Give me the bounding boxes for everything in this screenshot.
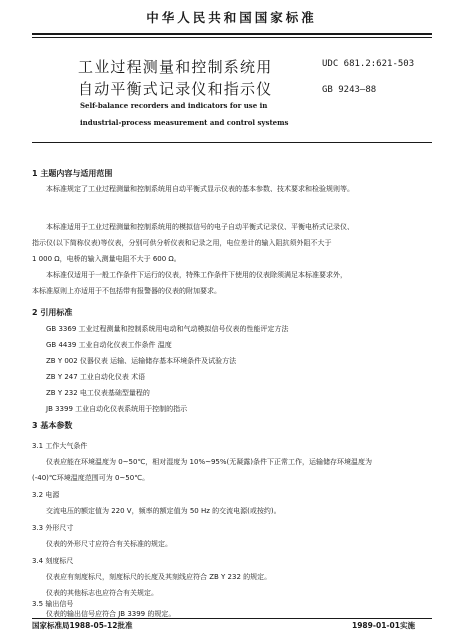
reference-item: GB 3369 工业过程测量和控制系统用电动和气动模拟信号仪表的性能评定方法 <box>46 325 289 333</box>
header-rule-thick <box>32 33 432 35</box>
clause-3-5-heading: 3.5 输出信号 <box>32 600 74 608</box>
title-rule <box>32 142 432 143</box>
clause-3-1-text: 仪表应能在环境温度为 0~50℃，相对湿度为 10%~95%(无凝露)条件下正常工作，运输储存环境温度为 <box>46 458 372 466</box>
section-1-paragraph-2: 本标准适用于工业过程测量和控制系统用的模拟信号的电子自动平衡式记录仪、平衡电桥式记录仪、 <box>46 223 354 231</box>
header-rule-thin <box>32 37 432 38</box>
clause-3-3-text: 仪表的外形尺寸应符合有关标准的规定。 <box>46 540 172 548</box>
clause-3-2-heading: 3.2 电源 <box>32 491 60 499</box>
reference-item: ZB Y 232 电工仪表基础型量程的 <box>46 389 150 397</box>
section-3-heading: 3 基本参数 <box>32 421 73 430</box>
gb-code: GB 9243—88 <box>322 85 377 95</box>
issuing-authority: 中华人民共和国国家标准 <box>146 10 317 25</box>
section-1-paragraph-3-cont: 本标准原则上亦适用于不包括带有报警器的仪表的附加要求。 <box>32 287 221 295</box>
section-1-paragraph-2-cont: 指示仪(以下简称仪表)等仪表，分别可供分析仪表和记录之用，电位差计的输入阻抗须外阻不大于 <box>32 239 332 247</box>
section-1-paragraph-3: 本标准仅适用于一般工作条件下运行的仪表，特殊工作条件下使用的仪表除须满足本标准要求外， <box>46 271 347 279</box>
title-zh-line-1: 工业过程测量和控制系统用 <box>78 58 273 76</box>
clause-3-4-text: 仪表应有刻度标尺，刻度标尺的长度及其刻线应符合 ZB Y 232 的规定。 <box>46 573 272 581</box>
reference-item: GB 4439 工业自动化仪表工作条件 温度 <box>46 341 172 349</box>
clause-3-1-text-cont: (-40)℃环境温度范围可为 0~50℃。 <box>32 474 150 482</box>
title-en-line-2: industrial-process measurement and control systems <box>80 118 289 127</box>
clause-3-3-heading: 3.3 外形尺寸 <box>32 524 74 532</box>
title-zh-line-2: 自动平衡式记录仪和指示仪 <box>78 80 273 98</box>
section-2-heading: 2 引用标准 <box>32 308 73 317</box>
section-1-paragraph-2-cont: 1 000 Ω，电桥的输入测量电阻不大于 600 Ω。 <box>32 255 181 263</box>
footer-rule <box>32 618 432 619</box>
section-1-heading: 1 主题内容与适用范围 <box>32 169 113 178</box>
clause-3-4-text-cont: 仪表的其他标志也应符合有关规定。 <box>46 589 158 597</box>
reference-item: ZB Y 247 工业自动化仪表 术语 <box>46 373 146 381</box>
implementation-date: 1989-01-01实施 <box>352 621 415 630</box>
udc-code: UDC 681.2:621-503 <box>322 59 415 69</box>
approval-date: 国家标准局1988-05-12批准 <box>32 621 133 630</box>
clause-3-2-text: 交流电压的额定值为 220 V，频率的额定值为 50 Hz 的交流电源(或按约)。 <box>46 507 281 515</box>
clause-3-4-heading: 3.4 刻度标尺 <box>32 557 74 565</box>
reference-item: JB 3399 工业自动化仪表系统用于控制的指示 <box>46 405 188 413</box>
section-1-paragraph-1: 本标准规定了工业过程测量和控制系统用自动平衡式显示仪表的基本参数、技术要求和检验规则等。 <box>46 185 354 193</box>
clause-3-5-text: 仪表的输出信号应符合 JB 3399 的规定。 <box>46 610 176 618</box>
clause-3-1-heading: 3.1 工作大气条件 <box>32 442 88 450</box>
title-en-line-1: Self-balance recorders and indicators for use in <box>80 101 268 110</box>
reference-item: ZB Y 002 仪器仪表 运输、运输储存基本环境条件及试验方法 <box>46 357 237 365</box>
